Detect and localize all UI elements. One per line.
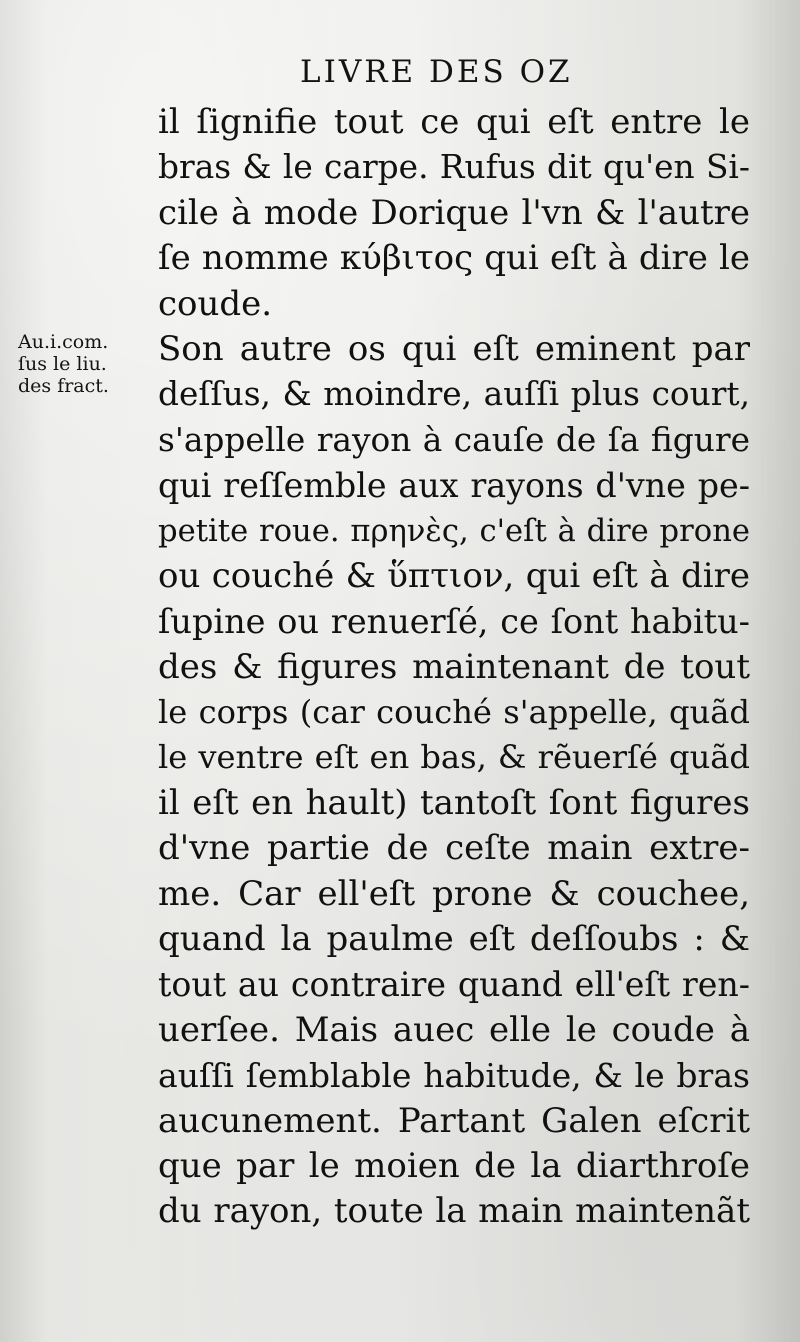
text-line: uerſee. Mais auec elle le coude à	[158, 1009, 750, 1050]
text-line: le corps (car couché s'appelle, quãd	[158, 693, 750, 732]
margin-note-line: ſus le liu.	[18, 353, 107, 375]
text-line: bras & le carpe. Rufus dit qu'en Si-	[158, 148, 750, 187]
text-line: du rayon, toute la main maintenãt	[158, 1191, 750, 1232]
text-line: il ſignifie tout ce qui eſt entre le	[158, 102, 750, 142]
text-line: tout au contraire quand ell'eſt ren-	[158, 965, 750, 1005]
text-line: Son autre os qui eſt eminent par	[158, 328, 750, 369]
margin-note	[18, 331, 158, 397]
body-text	[158, 100, 750, 1235]
text-line: quand la paulme eſt deſſoubs : &	[158, 919, 750, 960]
margin-note-line: des fract.	[18, 375, 109, 397]
text-line: cile à mode Dorique l'vn & l'autre	[158, 192, 750, 233]
text-line: ſe nomme κύβιτος qui eſt à dire le	[158, 238, 750, 279]
text-line: petite roue. πρηνὲς, c'eſt à dire prone	[158, 513, 750, 549]
text-line: il eſt en hault) tantoſt ſont figures	[158, 782, 750, 823]
text-line: auſſi ſemblable habitude, & le bras	[158, 1056, 750, 1096]
text-line: aucunement. Partant Galen eſcrit	[158, 1100, 750, 1141]
text-line: coude.	[158, 283, 273, 324]
text-line: ſupine ou renuerſé, ce ſont habitu-	[158, 602, 750, 642]
text-line: que par le moien de la diarthroſe	[158, 1145, 750, 1186]
text-line: qui reſſemble aux rayons d'vne pe-	[158, 466, 750, 506]
text-line: d'vne partie de ceſte main extre-	[158, 828, 750, 869]
text-line: s'appelle rayon à cauſe de ſa figure	[158, 420, 750, 459]
text-line: deſſus, & moindre, auſſi plus court,	[158, 375, 750, 414]
margin-note-line: Au.i.com.	[18, 331, 109, 353]
running-title: LIVRE DES OZ	[300, 54, 573, 90]
text-line: ou couché & ὕπτιον, qui eſt à dire	[158, 555, 750, 596]
text-line: des & figures maintenant de tout	[158, 646, 750, 687]
text-line: me. Car ell'eſt prone & couchee,	[158, 873, 750, 914]
text-line: le ventre eſt en bas, & rẽuerſé quãd	[158, 738, 750, 777]
